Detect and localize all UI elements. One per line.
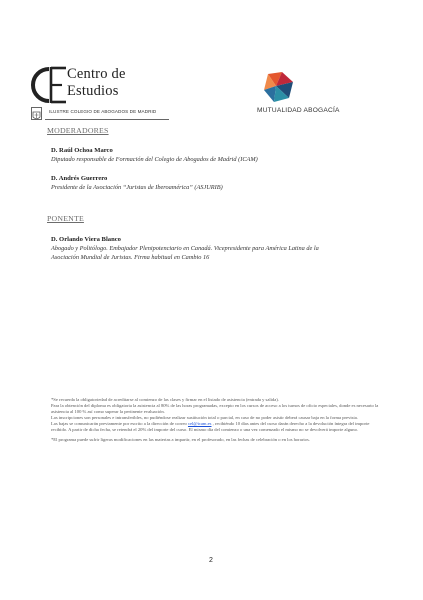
ce-underline xyxy=(45,119,169,120)
note-program-changes: *El programa puede sufrir ligeras modificaciones en las materias a impartir, en el profesorado, en las fechas de celebración o en los horarios. xyxy=(51,437,310,443)
speaker-name: D. Orlando Viera Blanco xyxy=(51,236,121,243)
note-cancellation-text-b: , recibiéndo 10 días antes del curso darán derecho a la devolución íntegra del importe recibido. A partir de dicha fecha, se retendrá el 20% del importe del curso. El mismo día del comienzo o una vez comenzado el mismo no se devolverá importe alguno. xyxy=(51,420,370,432)
crest-icon xyxy=(31,107,42,120)
moderators-heading: MODERADORES xyxy=(47,126,109,135)
ce-monogram-icon xyxy=(29,63,69,107)
page-number: 2 xyxy=(209,557,213,564)
speaker-role xyxy=(51,245,391,262)
centro-estudios-logo xyxy=(29,63,169,123)
email-link[interactable]: cel@icam.es xyxy=(187,420,212,426)
moderator-1-name: D. Raúl Ochoa Marco xyxy=(51,147,113,154)
moderator-2-name: D. Andrés Guerrero xyxy=(51,175,108,182)
speaker-role-line-2: Asociación Mundial de Juristas. Firma habitual en Cambio 16 xyxy=(51,253,210,261)
mutualidad-geometric-icon xyxy=(262,70,296,104)
note-registration: Las inscripciones son personales e intransferibles, no pudiéndose realizar sustitución total o parcial, en caso de no poder asistir deberá causar baja en la forma prevista. xyxy=(51,414,358,420)
moderator-1-role: Diputado responsable de Formación del Colegio de Abogados de Madrid (ICAM) xyxy=(51,156,258,163)
footnotes xyxy=(51,397,381,443)
note-cancellation-text-a: Las bajas se comunicarán previamente por escrito a la dirección de correo xyxy=(51,420,188,426)
note-diploma: Para la obtención del diploma es obligatoria la asistencia al 80% de las horas programadas, excepto en los cursos de acceso a los turnos de oficio especiales, donde es necesario la asistencia al 100 % así como superar la pertinente evaluación. xyxy=(51,402,379,414)
speaker-role-line-1: Abogado y Politólogo. Embajador Plenipotenciario en Canadá. Vicepresidente para América Latina de la xyxy=(51,245,319,252)
note-attendance: *Se recuerda la obligatoriedad de acreditarse al comienzo de las clases y firmar en el listado de asistencia (entrada y salida). xyxy=(51,397,279,402)
speaker-heading: PONENTE xyxy=(47,214,84,223)
centro-line1: Centro de xyxy=(67,66,126,82)
mutualidad-name: MUTUALIDAD ABOGACÍA xyxy=(257,107,340,114)
centro-estudios-title xyxy=(67,66,126,100)
note-cancellation xyxy=(51,421,381,433)
moderator-2-role: Presidente de la Asociación “Juristas de Iberoamérica” (ASJURIB) xyxy=(51,184,223,191)
ce-sub-row xyxy=(29,107,169,121)
mutualidad-logo xyxy=(257,70,362,118)
centro-line2: Estudios xyxy=(67,83,119,99)
ce-subtitle: ILUSTRE COLEGIO DE ABOGADOS DE MADRID xyxy=(49,109,157,114)
